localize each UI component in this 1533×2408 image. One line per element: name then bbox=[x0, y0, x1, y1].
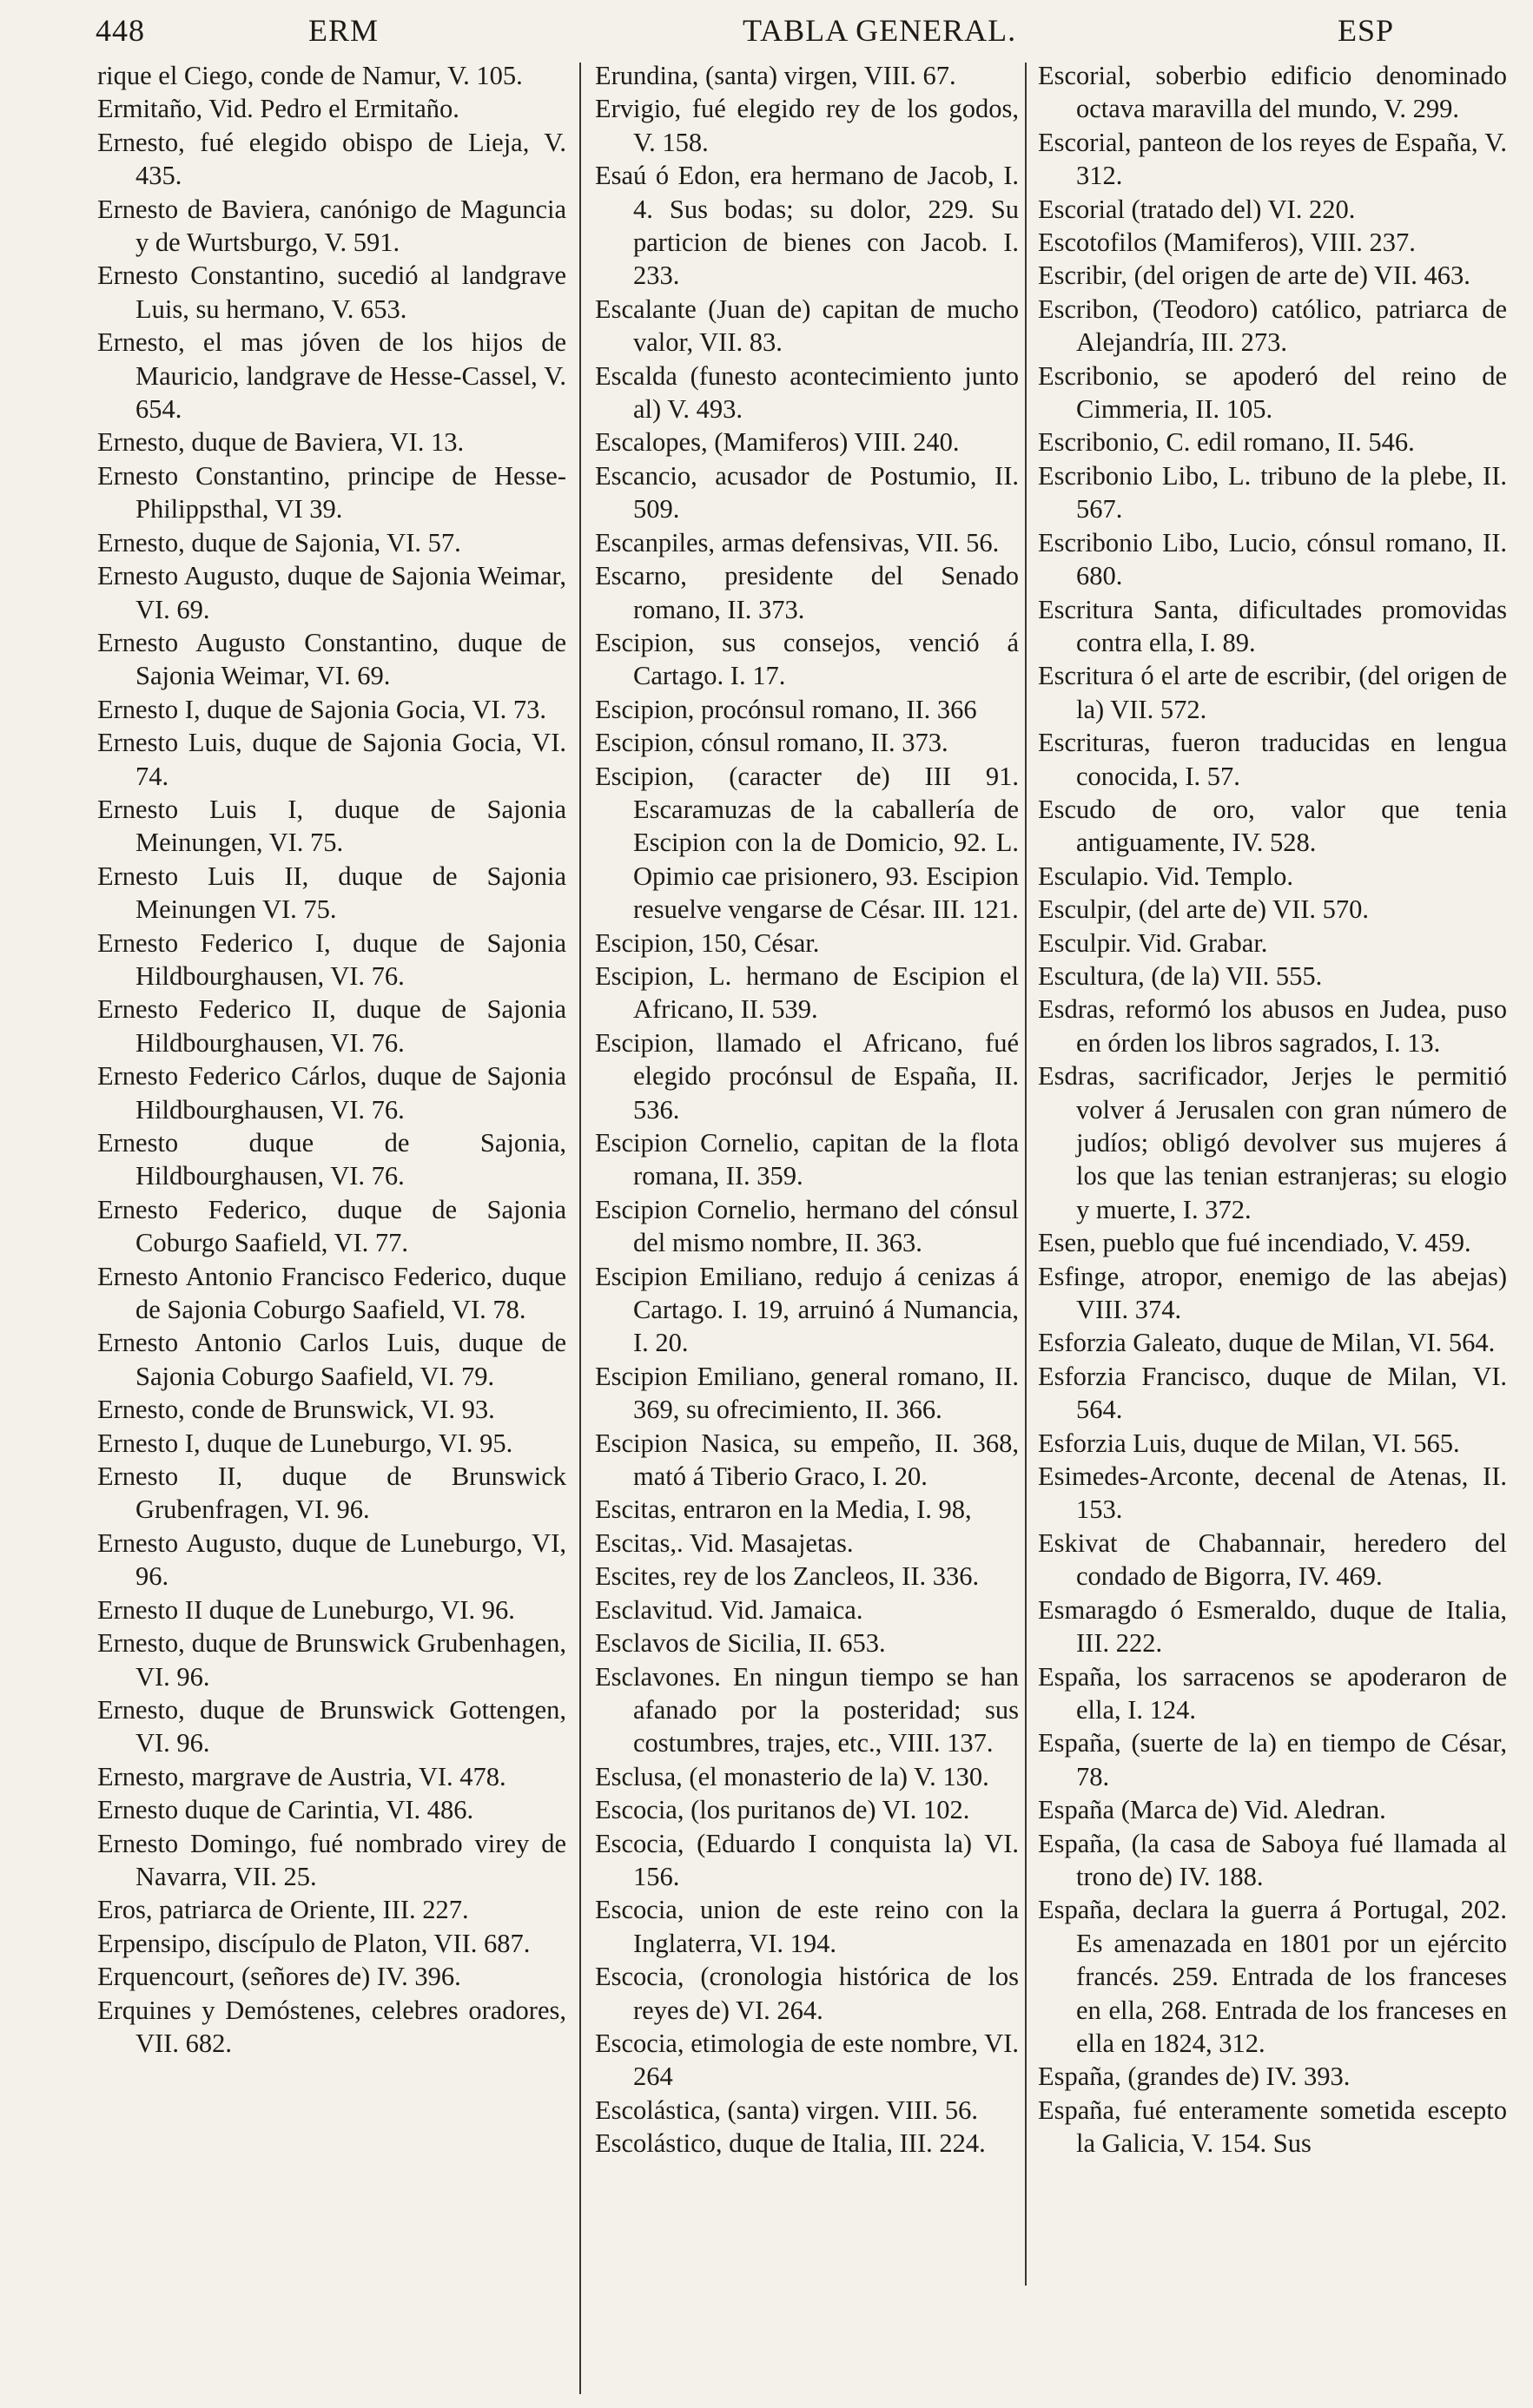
index-entry: Ernesto duque de Sajonia, Hildbourghausen, VI. 76. bbox=[97, 1128, 566, 1191]
index-entry: Ernesto II, duque de Brunswick Grubenfragen, VI. 96. bbox=[97, 1461, 566, 1525]
index-entry: Esforzia Luis, duque de Milan, VI. 565. bbox=[1038, 1428, 1460, 1458]
index-entry: Ernesto Federico I, duque de Sajonia Hildbourghausen, VI. 76. bbox=[97, 927, 566, 991]
index-entry: Escipion, L. hermano de Escipion el Africano, II. 539. bbox=[595, 960, 1019, 1025]
index-entry: Ervigio, fué elegido rey de los godos, V. 158. bbox=[595, 94, 1019, 157]
index-entry: Ernesto, margrave de Austria, VI. 478. bbox=[97, 1761, 506, 1791]
index-entry: Ernesto Domingo, fué nombrado virey de Navarra, VII. 25. bbox=[97, 1828, 566, 1891]
index-entry: Escipion, procónsul romano, II. 366 bbox=[595, 694, 977, 724]
index-entry: Escipion, cónsul romano, II. 373. bbox=[595, 728, 948, 758]
index-entry: Ernesto Antonio Francisco Federico, duque de Sajonia Coburgo Saafield, VI. 78. bbox=[97, 1261, 566, 1325]
index-entry: Esforzia Francisco, duque de Milan, VI. 564. bbox=[1038, 1361, 1507, 1425]
index-entry: Escipion Cornelio, capitan de la flota romana, II. 359. bbox=[595, 1128, 1019, 1191]
index-entry: Escitas,. Vid. Masajetas. bbox=[595, 1527, 854, 1558]
index-entry: Escribonio Libo, Lucio, cónsul romano, II. 680. bbox=[1038, 527, 1507, 591]
index-entry: Ernesto Luis, duque de Sajonia Gocia, VI. 74. bbox=[97, 728, 566, 791]
index-entry: España (Marca de) Vid. Aledran. bbox=[1038, 1795, 1386, 1825]
index-entry: Ernesto, duque de Brunswick Gottengen, VI. 96. bbox=[97, 1694, 566, 1758]
index-entry: Ernesto I, duque de Luneburgo, VI. 95. bbox=[97, 1428, 513, 1458]
index-entry: Escalante (Juan de) capitan de mucho valor, VII. 83. bbox=[595, 294, 1019, 358]
index-entry: Ernesto Federico Cárlos, duque de Sajonia Hildbourghausen, VI. 76. bbox=[97, 1061, 566, 1125]
index-entry: Escribonio, C. edil romano, II. 546. bbox=[1038, 427, 1415, 458]
index-entry: Esclavones. En ningun tiempo se han afanado por la posteridad; sus costumbres, trajes, etc., VIII. 137. bbox=[595, 1661, 1019, 1758]
index-entry: Escolástica, (santa) virgen. VIII. 56. bbox=[595, 2095, 978, 2125]
index-entry: Ernesto Antonio Carlos Luis, duque de Sajonia Coburgo Saafield, VI. 79. bbox=[97, 1328, 566, 1391]
index-column-2 bbox=[595, 59, 1019, 2395]
index-column-1 bbox=[97, 59, 566, 2395]
index-entry: Ernesto Federico II, duque de Sajonia Hildbourghausen, VI. 76. bbox=[97, 994, 566, 1058]
index-entry: Esdras, reformó los abusos en Judea, puso en órden los libros sagrados, I. 13. bbox=[1038, 994, 1507, 1058]
column-rule bbox=[1025, 63, 1027, 2286]
index-entry: Ernesto Luis II, duque de Sajonia Meinungen VI. 75. bbox=[97, 861, 566, 925]
index-column-3 bbox=[1038, 59, 1507, 2395]
index-entry: Escritura Santa, dificultades promovidas contra ella, I. 89. bbox=[1038, 594, 1507, 657]
index-entry: España, declara la guerra á Portugal, 202. Es amenazada en 1801 por un ejército francés. 259. Entrada de los franceses en ella, 268. Entrada de los franceses en ella en 1824, 312. bbox=[1038, 1895, 1507, 2058]
index-entry: Escribon, (Teodoro) católico, patriarca de Alejandría, III. 273. bbox=[1038, 294, 1507, 358]
index-entry: rique el Ciego, conde de Namur, V. 105. bbox=[97, 61, 523, 90]
index-entry: Esculpir, (del arte de) VII. 570. bbox=[1038, 894, 1370, 925]
index-entry: Esen, pueblo que fué incendiado, V. 459. bbox=[1038, 1228, 1471, 1258]
index-entry: Ernesto, el mas jóven de los hijos de Mauricio, landgrave de Hesse-Cassel, V. 654. bbox=[97, 327, 566, 425]
index-entry: Esclavos de Sicilia, II. 653. bbox=[595, 1628, 886, 1659]
index-entry: Ernesto Federico, duque de Sajonia Coburgo Saafield, VI. 77. bbox=[97, 1194, 566, 1258]
index-entry: Escrituras, fueron traducidas en lengua conocida, I. 57. bbox=[1038, 728, 1507, 791]
index-entry: Ernesto, duque de Sajonia, VI. 57. bbox=[97, 527, 461, 557]
index-entry: Escribonio, se apoderó del reino de Cimmeria, II. 105. bbox=[1038, 360, 1507, 425]
index-entry: Ernesto, fué elegido obispo de Lieja, V. 435. bbox=[97, 127, 566, 191]
index-entry: Escorial (tratado del) VI. 220. bbox=[1038, 194, 1356, 224]
index-entry: Escipion Nasica, su empeño, II. 368, mató á Tiberio Graco, I. 20. bbox=[595, 1428, 1019, 1492]
index-entry: Escalda (funesto acontecimiento junto al) V. 493. bbox=[595, 360, 1019, 425]
index-entry: Escultura, (de la) VII. 555. bbox=[1038, 960, 1323, 991]
index-entry: Esaú ó Edon, era hermano de Jacob, I. 4. Sus bodas; su dolor, 229. Su particion de bienes con Jacob. I. 233. bbox=[595, 161, 1019, 291]
left-guide-word: ERM bbox=[308, 13, 380, 48]
index-entry: Esimedes-Arconte, decenal de Atenas, II. 153. bbox=[1038, 1461, 1507, 1525]
index-entry: Ernesto, duque de Brunswick Grubenhagen, VI. 96. bbox=[97, 1628, 566, 1692]
page-number: 448 bbox=[96, 13, 145, 48]
index-entry: Ernesto de Baviera, canónigo de Maguncia y de Wurtsburgo, V. 591. bbox=[97, 194, 566, 258]
index-entry: Erquencourt, (señores de) IV. 396. bbox=[97, 1962, 461, 1992]
index-entry: Ernesto Augusto, duque de Luneburgo, VI, 96. bbox=[97, 1527, 566, 1592]
index-entry: Esculapio. Vid. Templo. bbox=[1038, 861, 1293, 891]
index-entry: España, los sarracenos se apoderaron de ella, I. 124. bbox=[1038, 1661, 1507, 1725]
index-entry: Escolástico, duque de Italia, III. 224. bbox=[595, 2128, 986, 2159]
index-entry: Erquines y Demóstenes, celebres oradores, VII. 682. bbox=[97, 1995, 566, 2058]
index-entry: Escocia, etimologia de este nombre, VI. 264 bbox=[595, 2028, 1019, 2092]
index-entry: España, (grandes de) IV. 393. bbox=[1038, 2062, 1351, 2092]
index-entry: Ernesto Augusto Constantino, duque de Sajonia Weimar, VI. 69. bbox=[97, 627, 566, 691]
index-entry: España, (la casa de Saboya fué llamada al trono de) IV. 188. bbox=[1038, 1828, 1507, 1891]
page-header bbox=[96, 12, 1481, 54]
index-entry: Escribir, (del origen de arte de) VII. 463. bbox=[1038, 261, 1470, 291]
index-entry: Ernesto duque de Carintia, VI. 486. bbox=[97, 1795, 474, 1825]
index-entry: Escitas, entraron en la Media, I. 98, bbox=[595, 1494, 972, 1525]
index-entry: Escipion, (caracter de) III 91. Escaramuzas de la caballería de Escipion con la de Domicio, 92. L. Opimio cae prisionero, 93. Escipion resuelve vengarse de César. III. 121. bbox=[595, 761, 1019, 925]
index-entry: Esforzia Galeato, duque de Milan, VI. 564. bbox=[1038, 1328, 1496, 1358]
index-entry: Escipion Emiliano, general romano, II. 369, su ofrecimiento, II. 366. bbox=[595, 1361, 1019, 1425]
index-entry: Esdras, sacrificador, Jerjes le permitió volver á Jerusalen con gran número de judíos; obligó devolver sus mujeres á los que las tenian estranjeras; su elogio y muerte, I. 372. bbox=[1038, 1061, 1507, 1224]
index-entry: Eskivat de Chabannair, heredero del condado de Bigorra, IV. 469. bbox=[1038, 1527, 1507, 1592]
running-title: TABLA GENERAL. bbox=[743, 13, 1017, 48]
index-entry: Ernesto Augusto, duque de Sajonia Weimar, VI. 69. bbox=[97, 561, 566, 624]
index-entry: Esfinge, atropor, enemigo de las abejas) VIII. 374. bbox=[1038, 1261, 1507, 1325]
index-entry: Escites, rey de los Zancleos, II. 336. bbox=[595, 1561, 980, 1592]
index-entry: Escotofilos (Mamiferos), VIII. 237. bbox=[1038, 228, 1416, 258]
index-entry: Escanpiles, armas defensivas, VII. 56. bbox=[595, 527, 1000, 557]
index-entry: España, fué enteramente sometida escepto la Galicia, V. 154. Sus bbox=[1038, 2095, 1507, 2159]
index-entry: Escalopes, (Mamiferos) VIII. 240. bbox=[595, 427, 960, 458]
index-entry: Escocia, (cronologia histórica de los reyes de) VI. 264. bbox=[595, 1962, 1019, 2025]
index-entry: Ernesto, duque de Baviera, VI. 13. bbox=[97, 427, 465, 458]
index-entry: Escipion Emiliano, redujo á cenizas á Cartago. I. 19, arruinó á Numancia, I. 20. bbox=[595, 1261, 1019, 1358]
index-entry: Esclavitud. Vid. Jamaica. bbox=[595, 1594, 863, 1625]
index-entry: Esculpir. Vid. Grabar. bbox=[1038, 927, 1268, 958]
index-entry: Escocia, (los puritanos de) VI. 102. bbox=[595, 1795, 970, 1825]
index-entry: España, (suerte de la) en tiempo de César, 78. bbox=[1038, 1728, 1507, 1791]
index-entry: Eros, patriarca de Oriente, III. 227. bbox=[97, 1895, 469, 1925]
index-entry: Ernesto I, duque de Sajonia Gocia, VI. 73. bbox=[97, 694, 546, 724]
index-entry: Esclusa, (el monasterio de la) V. 130. bbox=[595, 1761, 989, 1791]
index-entry: Escarno, presidente del Senado romano, II. 373. bbox=[595, 561, 1019, 624]
index-entry: Escipion, llamado el Africano, fué elegido procónsul de España, II. 536. bbox=[595, 1027, 1019, 1125]
index-entry: Escancio, acusador de Postumio, II. 509. bbox=[595, 460, 1019, 524]
index-entry: Escocia, union de este reino con la Inglaterra, VI. 194. bbox=[595, 1895, 1019, 1958]
index-entry: Escritura ó el arte de escribir, (del origen de la) VII. 572. bbox=[1038, 661, 1507, 724]
index-entry: Ernesto Constantino, principe de Hesse-Philippsthal, VI 39. bbox=[97, 460, 566, 524]
index-entry: Ernesto II duque de Luneburgo, VI. 96. bbox=[97, 1594, 515, 1625]
right-guide-word: ESP bbox=[1338, 13, 1395, 48]
index-entry: Erpensipo, discípulo de Platon, VII. 687. bbox=[97, 1928, 531, 1958]
index-entry: Escipion, sus consejos, venció á Cartago. I. 17. bbox=[595, 627, 1019, 691]
index-entry: Ernesto Constantino, sucedió al landgrave Luis, su hermano, V. 653. bbox=[97, 261, 566, 324]
index-entry: Escipion, 150, César. bbox=[595, 927, 820, 958]
index-entry: Escorial, soberbio edificio denominado octava maravilla del mundo, V. 299. bbox=[1038, 61, 1507, 124]
index-entry: Escocia, (Eduardo I conquista la) VI. 156. bbox=[595, 1828, 1019, 1891]
index-entry: Ermitaño, Vid. Pedro el Ermitaño. bbox=[97, 94, 459, 124]
index-entry: Esmaragdo ó Esmeraldo, duque de Italia, III. 222. bbox=[1038, 1594, 1507, 1659]
index-entry: Escipion Cornelio, hermano del cónsul del mismo nombre, II. 363. bbox=[595, 1194, 1019, 1258]
index-entry: Erundina, (santa) virgen, VIII. 67. bbox=[595, 61, 956, 90]
index-entry: Escudo de oro, valor que tenia antiguamente, IV. 528. bbox=[1038, 794, 1507, 858]
index-entry: Ernesto, conde de Brunswick, VI. 93. bbox=[97, 1395, 495, 1425]
index-entry: Ernesto Luis I, duque de Sajonia Meinungen, VI. 75. bbox=[97, 794, 566, 858]
column-rule bbox=[579, 63, 581, 2394]
index-entry: Escribonio Libo, L. tribuno de la plebe, II. 567. bbox=[1038, 460, 1507, 524]
index-entry: Escorial, panteon de los reyes de España, V. 312. bbox=[1038, 127, 1507, 191]
